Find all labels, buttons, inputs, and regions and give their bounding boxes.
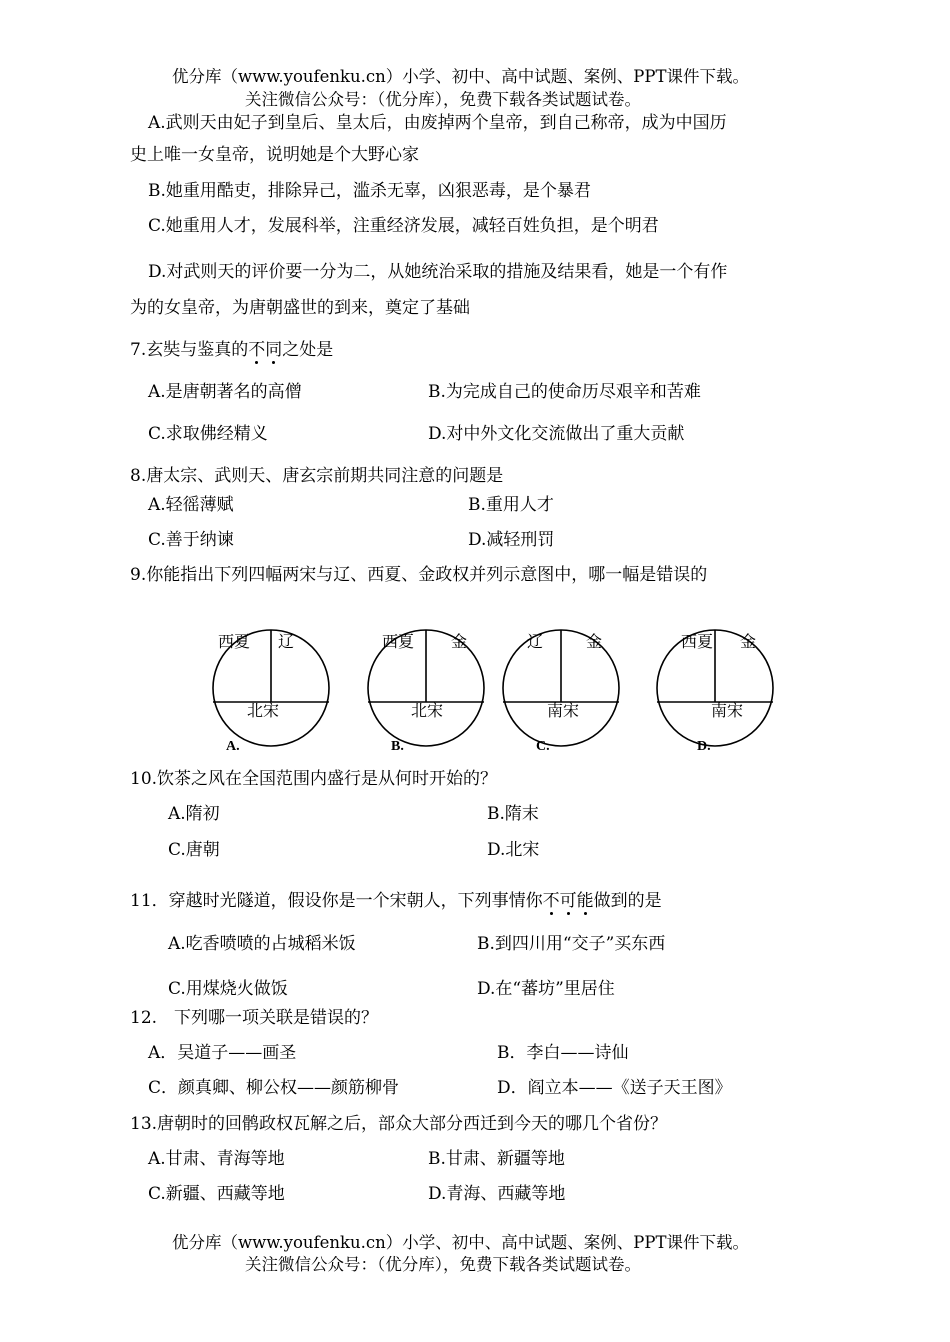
diagram-d-bottom: 南宋 — [711, 701, 744, 720]
q7-option-d: D.对中外文化交流做出了重大贡献 — [428, 424, 685, 444]
q13-option-c: C.新疆、西藏等地 — [148, 1184, 285, 1204]
diagram-a-top-right: 辽 — [278, 632, 295, 651]
diagram-d-top-left: 西夏 — [681, 632, 714, 651]
header-line-1: 优分库（www.youfenku.cn）小学、初中、高中试题、案例、PPT课件下载。 — [172, 67, 749, 86]
q13-option-d: D.青海、西藏等地 — [428, 1184, 566, 1204]
q8-option-c: C.善于纳谏 — [148, 530, 234, 550]
q7-option-b: B.为完成自己的使命历尽艰辛和苦难 — [428, 382, 701, 402]
q13-option-b: B.甘肃、新疆等地 — [428, 1149, 565, 1169]
diagram-d-letter: D. — [697, 739, 711, 754]
diagram-a-bottom: 北宋 — [247, 701, 280, 720]
q7-stem: 7.玄奘与鉴真的不同之处是 — [130, 340, 334, 360]
diagram-c-letter: C. — [536, 739, 550, 754]
q6-option-d-line2: 为的女皇帝，为唐朝盛世的到来，奠定了基础 — [130, 298, 470, 318]
q10-option-a: A.隋初 — [168, 804, 220, 824]
q13-option-a: A.甘肃、青海等地 — [148, 1149, 285, 1169]
q11-option-b: B.到四川用“交子”买东西 — [477, 934, 666, 954]
q8-option-d: D.减轻刑罚 — [468, 530, 555, 550]
q7-option-c: C.求取佛经精义 — [148, 424, 268, 444]
q10-option-d: D.北宋 — [487, 840, 540, 860]
diagram-c-top-right: 金 — [586, 632, 603, 651]
q11-stem: 11．穿越时光隧道，假设你是一个宋朝人，下列事情你不可能做到的是 — [130, 891, 662, 911]
emphasis-dot-char: 能 — [576, 891, 594, 911]
q6-option-a-line2: 史上唯一女皇帝，说明她是个大野心家 — [130, 145, 419, 165]
emphasis-dot-char: 同 — [265, 340, 283, 360]
footer-line-1: 优分库（www.youfenku.cn）小学、初中、高中试题、案例、PPT课件下载。 — [172, 1233, 749, 1252]
header-line-2: 关注微信公众号：（优分库），免费下载各类试题试卷。 — [245, 90, 641, 109]
q11-option-a: A.吃香喷喷的占城稻米饭 — [168, 934, 356, 954]
q12-stem: 12. 下列哪一项关联是错误的？ — [130, 1008, 379, 1028]
q11-option-d: D.在“蕃坊”里居住 — [477, 979, 615, 999]
q8-option-a: A.轻徭薄赋 — [148, 495, 234, 515]
q6-option-b: B.她重用酷吏，排除异己，滥杀无辜，凶狠恶毒，是个暴君 — [148, 181, 591, 201]
q11-option-c: C.用煤烧火做饭 — [168, 979, 288, 999]
emphasis-dot-char: 不 — [542, 891, 560, 911]
q12-option-d: D．阎立本——《送子天王图》 — [497, 1078, 732, 1098]
diagram-a-letter: A. — [226, 739, 240, 754]
q10-option-b: B.隋末 — [487, 804, 539, 824]
q6-option-d-line1: D.对武则天的评价要一分为二，从她统治采取的措施及结果看，她是一个有作 — [148, 262, 728, 282]
q12-option-a: A．吴道子——画圣 — [148, 1043, 297, 1063]
q8-stem: 8.唐太宗、武则天、唐玄宗前期共同注意的问题是 — [130, 466, 504, 486]
q7-option-a: A.是唐朝著名的高僧 — [148, 382, 302, 402]
q10-stem: 10.饮茶之风在全国范围内盛行是从何时开始的？ — [130, 769, 498, 789]
q12-option-b: B．李白——诗仙 — [497, 1043, 629, 1063]
diagram-a-top-left: 西夏 — [218, 632, 251, 651]
footer-line-2: 关注微信公众号：（优分库），免费下载各类试题试卷。 — [245, 1255, 641, 1274]
q13-stem: 13.唐朝时的回鹘政权瓦解之后，部众大部分西迁到今天的哪几个省份？ — [130, 1114, 668, 1134]
diagram-c-top-left: 辽 — [527, 632, 544, 651]
q8-option-b: B.重用人才 — [468, 495, 554, 515]
q6-option-c: C.她重用人才，发展科举，注重经济发展，减轻百姓负担，是个明君 — [148, 216, 659, 236]
q9-diagrams — [200, 620, 790, 760]
diagram-d-top-right: 金 — [740, 632, 757, 651]
diagram-b-letter: B. — [391, 739, 404, 754]
q6-option-a-line1: A.武则天由妃子到皇后、皇太后，由废掉两个皇帝，到自己称帝，成为中国历 — [148, 113, 727, 133]
diagram-b-top-left: 西夏 — [382, 632, 415, 651]
diagram-b-bottom: 北宋 — [411, 701, 444, 720]
q10-option-c: C.唐朝 — [168, 840, 220, 860]
diagram-b-top-right: 金 — [451, 632, 468, 651]
q12-option-c: C．颜真卿、柳公权——颜筋柳骨 — [148, 1078, 400, 1098]
q9-stem: 9.你能指出下列四幅两宋与辽、西夏、金政权并列示意图中，哪一幅是错误的 — [130, 565, 708, 585]
emphasis-dot-char: 可 — [559, 891, 577, 911]
diagram-c-bottom: 南宋 — [547, 701, 580, 720]
emphasis-dot-char: 不 — [248, 340, 266, 360]
